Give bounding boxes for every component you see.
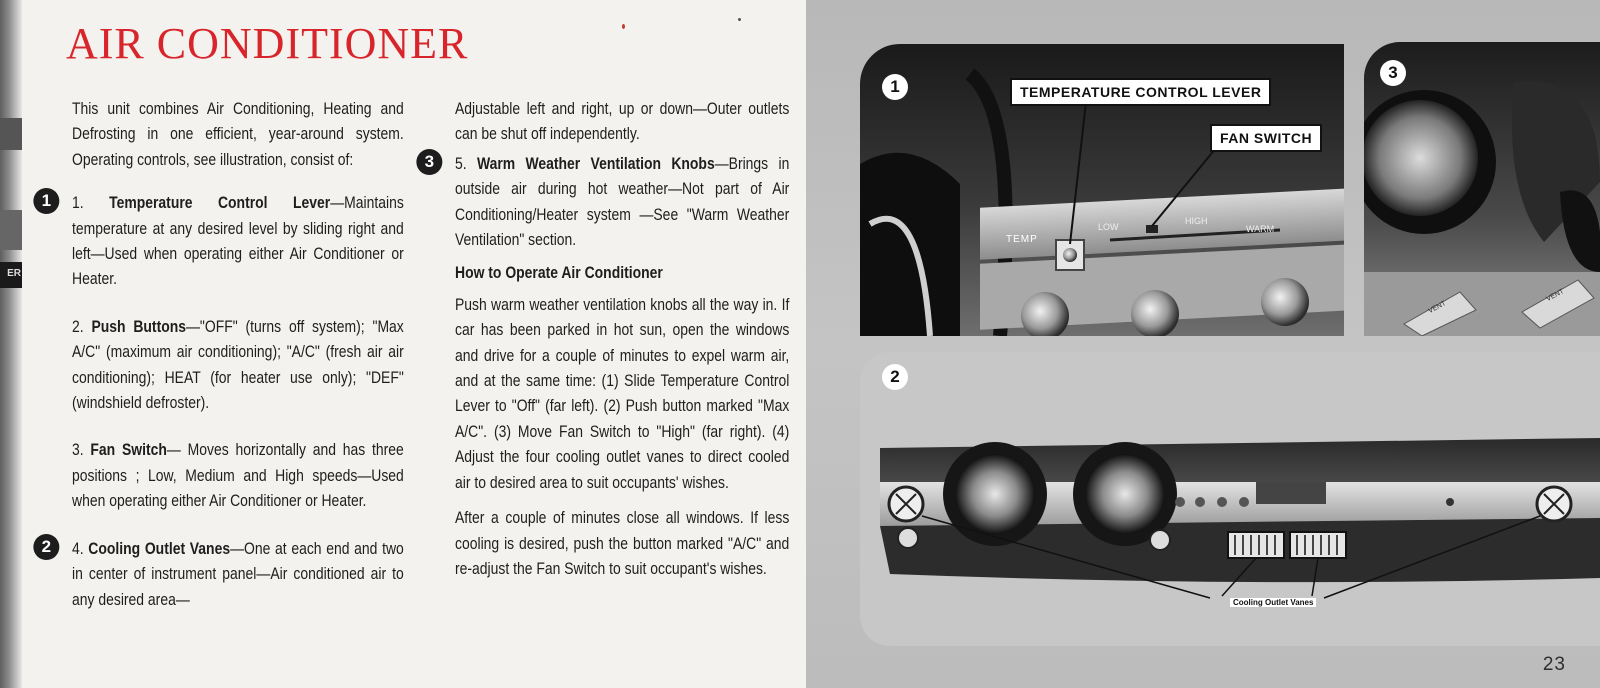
label-low: LOW bbox=[1098, 222, 1119, 232]
item-push-buttons bbox=[72, 314, 404, 416]
section-heading: How to Operate Air Conditioner bbox=[455, 263, 663, 283]
item-fan-switch bbox=[72, 437, 404, 513]
continued-paragraph: Adjustable left and right, up or down—Outer outlets can be shut off independently. bbox=[455, 99, 790, 144]
item-label: Cooling Outlet Vanes bbox=[88, 538, 231, 558]
item-text: —"OFF" (turns off system); "Max A/C" (maximum air conditioning); "A/C" (fresh air air conditioning); HEAT (for heater use only); "DEF" (windshield defroster). bbox=[72, 316, 404, 413]
item-text: —One at each end and two in center of instrument panel—Air conditioned air to any desired area— bbox=[72, 538, 404, 609]
operate-paragraph-2: After a couple of minutes close all windows. If less cooling is desired, push the button marked "A/C" and re-adjust the Fan Switch to suit occupant's wishes. bbox=[455, 508, 790, 578]
item-label: Push Buttons bbox=[91, 316, 186, 336]
text-column-left bbox=[41, 96, 404, 612]
item-number: 4. bbox=[72, 538, 84, 558]
figure-badge-2: 2 bbox=[882, 364, 908, 390]
intro-paragraph: This unit combines Air Conditioning, Heating and Defrosting in one efficient, year-around system. Operating controls, see illustration, consist of: bbox=[72, 99, 404, 169]
edge-tab bbox=[0, 262, 22, 288]
photo-ventilation-knobs bbox=[1364, 42, 1600, 336]
item-text: —Maintains temperature at any desired level by sliding right and left—Used when operating either Air Conditioner or Heater. bbox=[72, 193, 404, 289]
page-binding-edge bbox=[0, 0, 22, 688]
text-column-right bbox=[424, 96, 790, 581]
photo-instrument-panel bbox=[860, 352, 1600, 646]
ink-speck bbox=[622, 24, 625, 29]
ink-speck bbox=[738, 18, 741, 21]
callout-cooling-outlet-vanes: Cooling Outlet Vanes bbox=[1230, 598, 1316, 607]
page-title: AIR CONDITIONER bbox=[66, 19, 469, 68]
item-number: 2. bbox=[72, 316, 84, 336]
label-warm: WARM bbox=[1246, 224, 1275, 234]
callout-marker-3: 3 bbox=[416, 149, 442, 175]
item-number: 1. bbox=[72, 193, 84, 213]
item-label: Warm Weather Ventilation Knobs bbox=[476, 153, 715, 173]
item-temperature-control-lever bbox=[41, 190, 404, 292]
vent-label-left: VENT bbox=[1427, 300, 1448, 315]
edge-tab bbox=[0, 210, 22, 250]
callout-fan-switch: FAN SWITCH bbox=[1210, 124, 1322, 152]
figure-badge-1: 1 bbox=[882, 74, 908, 100]
vent-label-right: VENT bbox=[1545, 288, 1566, 303]
edge-text: ER bbox=[7, 268, 21, 279]
item-text: — Moves horizontally and has three positions ; Low, Medium and High speeds—Used when operating either Air Conditioner or Heater. bbox=[72, 440, 404, 511]
label-high: HIGH bbox=[1185, 216, 1208, 226]
illustration-page bbox=[806, 0, 1600, 688]
item-label: Fan Switch bbox=[90, 440, 167, 460]
callout-temperature-control-lever: TEMPERATURE CONTROL LEVER bbox=[1010, 78, 1271, 106]
item-number: 3. bbox=[72, 440, 84, 460]
edge-tab bbox=[0, 118, 22, 150]
operate-paragraph-1: Push warm weather ventilation knobs all the way in. If car has been parked in hot sun, open the windows and drive for a couple of minutes to expel warm air, and at the same time: (1) Slide Temperature Control Lever to "Off" (far left). (2) Push button marked "Max A/C". (3) Move Fan Switch to "High" (far right). (4) Adjust the four cooling outlet vanes to direct cooled air to desired area to suit occupants' wishes. bbox=[455, 294, 790, 492]
photo-control-panel bbox=[860, 44, 1344, 336]
item-warm-weather-ventilation-knobs bbox=[424, 151, 790, 253]
page-number: 23 bbox=[1542, 654, 1566, 675]
item-label: Temperature Control Lever bbox=[109, 193, 331, 213]
callout-marker-2: 2 bbox=[33, 534, 59, 560]
item-cooling-outlet-vanes bbox=[41, 536, 404, 612]
callout-marker-1: 1 bbox=[33, 188, 59, 214]
figure-badge-3: 3 bbox=[1380, 60, 1406, 86]
item-number: 5. bbox=[455, 153, 467, 173]
item-text: —Brings in outside air during hot weather—Not part of Air Conditioning/Heater system —See "Warm Weather Ventilation" section. bbox=[455, 153, 790, 250]
label-temp: TEMP bbox=[1006, 234, 1038, 245]
